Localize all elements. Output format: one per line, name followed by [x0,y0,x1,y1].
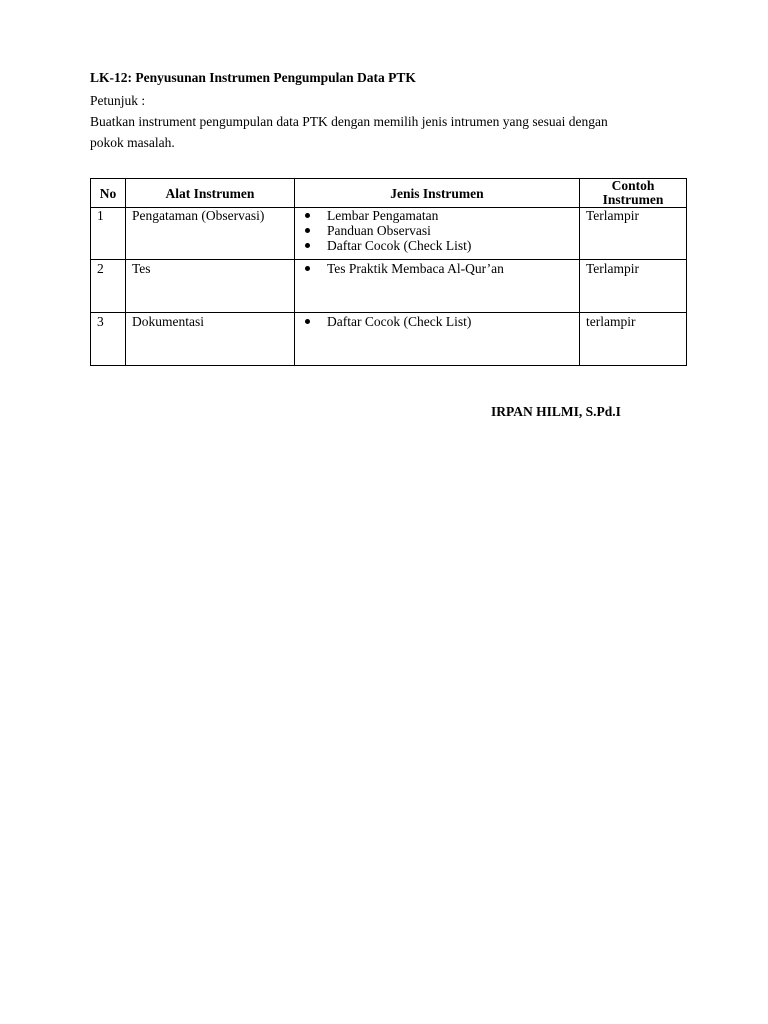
header-jenis-instrumen: Jenis Instrumen [295,179,580,208]
header-contoh-line-1: Contoh [611,178,655,193]
cell-contoh-instrumen: terlampir [580,313,687,366]
cell-jenis-instrumen [295,313,580,366]
instruction-text-line-2: pokok masalah. [90,135,175,150]
header-no: No [91,179,126,208]
list-item [301,261,573,276]
list-item-text: Lembar Pengamatan [327,208,439,223]
document-title: LK-12: Penyusunan Instrumen Pengumpulan Data PTK [90,70,416,85]
cell-alat-instrumen: Pengataman (Observasi) [126,208,295,260]
bullet-icon [305,266,310,271]
table-row [91,260,687,313]
jenis-list [301,208,573,253]
cell-contoh-instrumen: Terlampir [580,260,687,313]
list-item-text: Daftar Cocok (Check List) [327,238,472,253]
cell-alat-instrumen: Tes [126,260,295,313]
cell-jenis-instrumen [295,260,580,313]
header-contoh-line-2: Instrumen [602,192,664,207]
cell-no: 1 [91,208,126,260]
cell-alat-instrumen: Dokumentasi [126,313,295,366]
bullet-icon [305,213,310,218]
jenis-list [301,314,573,329]
bullet-icon [305,228,310,233]
instrument-table [90,178,687,366]
instruction-text-line-1: Buatkan instrument pengumpulan data PTK dengan memilih jenis intrumen yang sesuai dengan [90,114,608,129]
list-item-text: Tes Praktik Membaca Al-Qur’an [327,261,504,276]
cell-no: 3 [91,313,126,366]
cell-no: 2 [91,260,126,313]
list-item-text: Panduan Observasi [327,223,431,238]
list-item [301,238,573,253]
signature-name: IRPAN HILMI, S.Pd.I [491,404,621,419]
list-item [301,314,573,329]
table-row [91,208,687,260]
instruction-label: Petunjuk : [90,93,146,108]
cell-jenis-instrumen [295,208,580,260]
bullet-icon [305,243,310,248]
header-contoh-instrumen [580,179,687,208]
list-item-text: Daftar Cocok (Check List) [327,314,472,329]
cell-contoh-instrumen: Terlampir [580,208,687,260]
jenis-list [301,261,573,276]
header-alat-instrumen: Alat Instrumen [126,179,295,208]
table-row [91,313,687,366]
bullet-icon [305,319,310,324]
table-header-row [91,179,687,208]
list-item [301,223,573,238]
list-item [301,208,573,223]
